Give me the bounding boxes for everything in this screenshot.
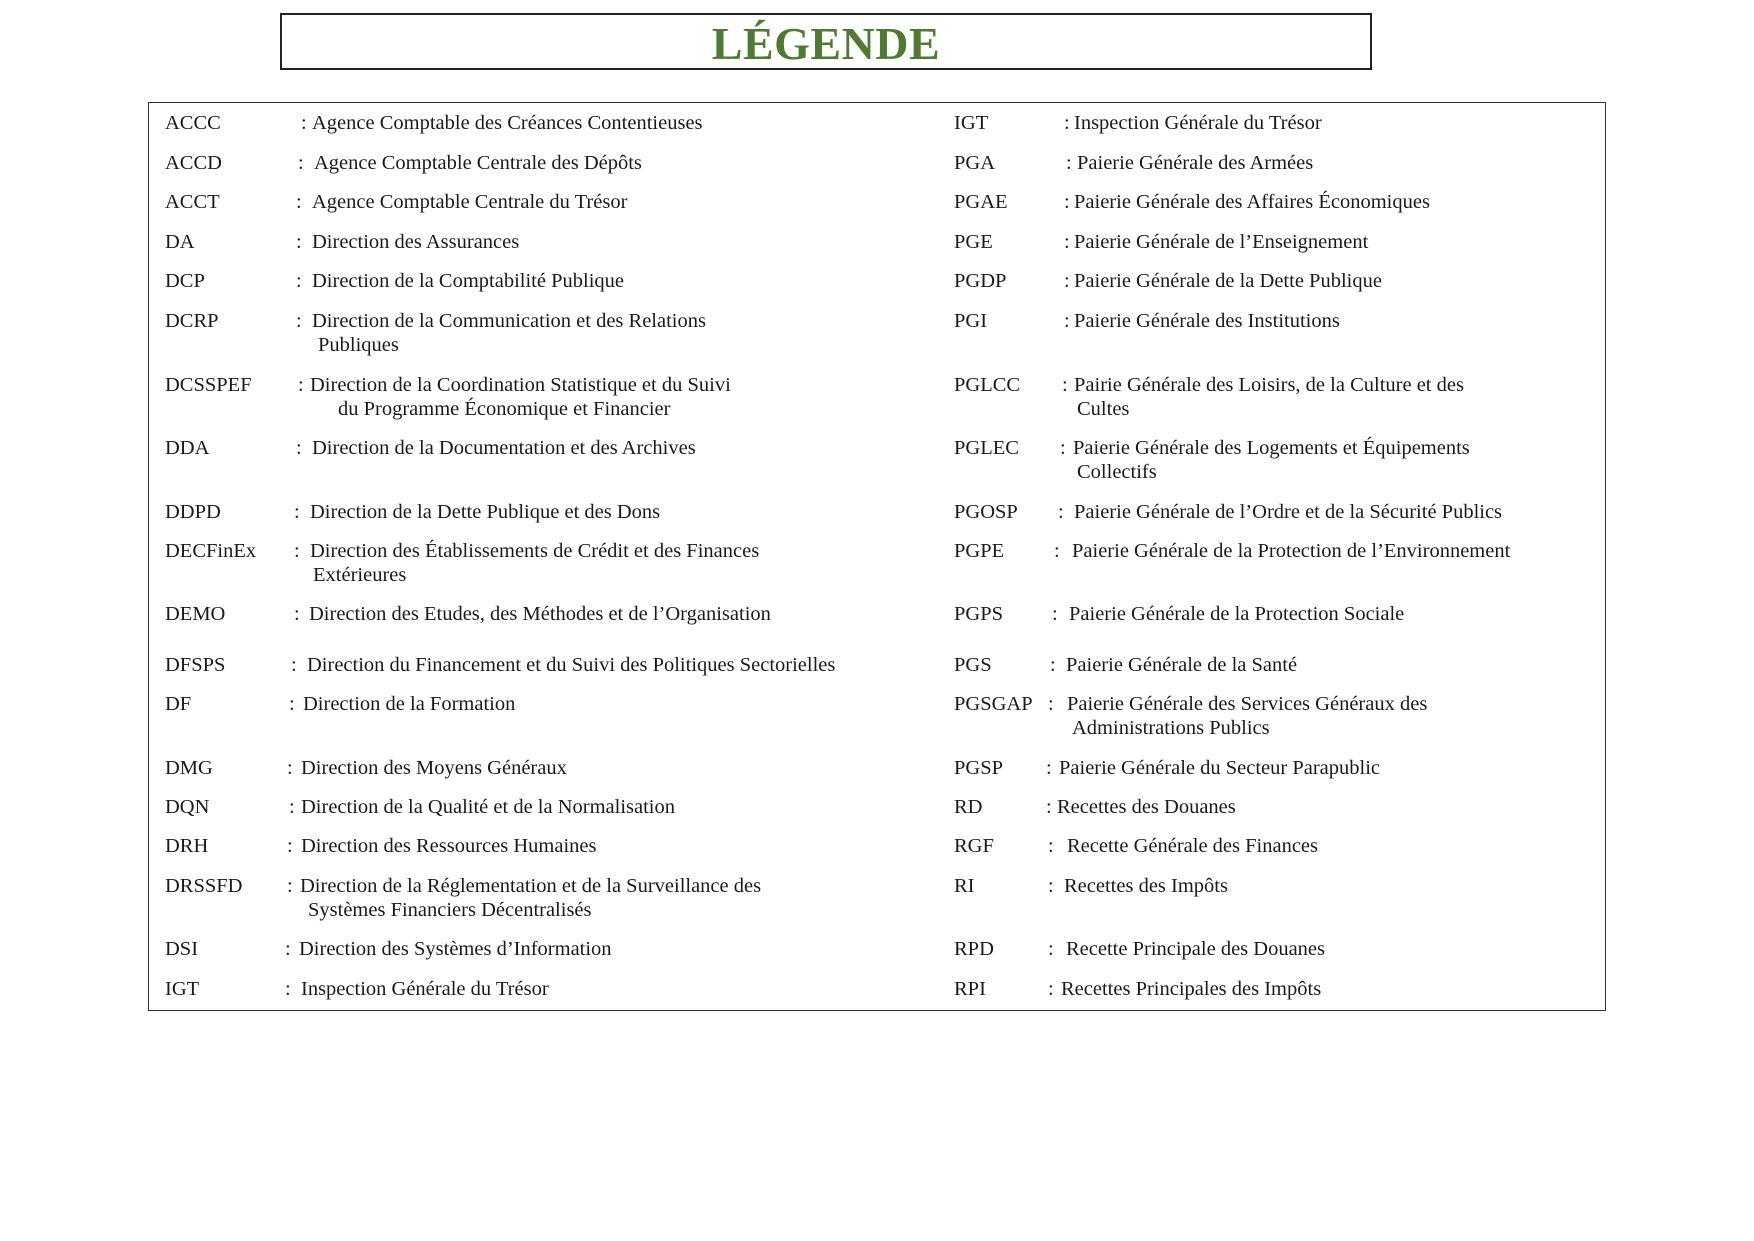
legend-separator: : bbox=[1048, 978, 1054, 1000]
legend-definition-line: Paierie Générale de la Dette Publique bbox=[1074, 270, 1382, 292]
legend-separator: : bbox=[289, 693, 295, 715]
legend-separator: : bbox=[1046, 757, 1052, 779]
legend-definition-line: Direction des Moyens Généraux bbox=[301, 757, 567, 779]
legend-abbreviation: PGAE bbox=[954, 191, 1008, 213]
legend-definition-line: Direction de la Communication et des Relations bbox=[312, 310, 706, 332]
legend-abbreviation: DRH bbox=[165, 835, 209, 857]
legend-definition-line: Paierie Générale des Services Généraux des bbox=[1067, 693, 1428, 715]
legend-separator: : bbox=[1054, 540, 1060, 562]
legend-definition-line: Direction de la Dette Publique et des Dons bbox=[310, 501, 661, 523]
legend-separator: : bbox=[1064, 270, 1070, 292]
legend-abbreviation: RI bbox=[954, 875, 975, 897]
legend-definition bbox=[314, 151, 642, 175]
legend-abbreviation: DMG bbox=[165, 757, 213, 779]
legend-separator: : bbox=[298, 152, 304, 174]
legend-definition-line: Direction de la Qualité et de la Normalisation bbox=[301, 796, 675, 818]
legend-separator: : bbox=[289, 796, 295, 818]
legend-definition-line: Paierie Générale de la Protection Sociale bbox=[1069, 603, 1405, 625]
legend-separator: : bbox=[287, 835, 293, 857]
legend-definition bbox=[1069, 602, 1404, 626]
legend-definition bbox=[1067, 834, 1318, 858]
legend-definition-line: Agence Comptable des Créances Contentieuses bbox=[312, 112, 703, 134]
legend-definition bbox=[1074, 373, 1464, 421]
legend-separator: : bbox=[298, 374, 304, 396]
legend-definition-line: Inspection Générale du Trésor bbox=[1074, 112, 1322, 134]
legend-abbreviation: PGSP bbox=[954, 757, 1004, 779]
legend-definition bbox=[1077, 151, 1313, 175]
legend-separator: : bbox=[291, 654, 297, 676]
legend-abbreviation: PGE bbox=[954, 231, 993, 253]
legend-definition-line: Recettes Principales des Impôts bbox=[1061, 978, 1322, 1000]
legend-abbreviation: DCP bbox=[165, 270, 205, 292]
page-title: LÉGENDE bbox=[711, 17, 941, 69]
legend-abbreviation: DF bbox=[165, 693, 192, 715]
legend-separator: : bbox=[296, 310, 302, 332]
legend-abbreviation: DDPD bbox=[165, 501, 221, 523]
legend-separator: : bbox=[1066, 152, 1072, 174]
legend-definition bbox=[312, 111, 703, 135]
legend-abbreviation: PGI bbox=[954, 310, 988, 332]
legend-definition bbox=[1059, 756, 1380, 780]
legend-definition-line: Paierie Générale des Affaires Économiques bbox=[1074, 191, 1430, 213]
legend-abbreviation: DEMO bbox=[165, 603, 226, 625]
legend-separator: : bbox=[1048, 938, 1054, 960]
legend-abbreviation: DRSSFD bbox=[165, 875, 243, 897]
legend-abbreviation: PGLCC bbox=[954, 374, 1021, 396]
legend-definition-line: Direction de la Formation bbox=[303, 693, 516, 715]
legend-separator: : bbox=[296, 231, 302, 253]
legend-definition-line: Agence Comptable Centrale des Dépôts bbox=[314, 152, 642, 174]
legend-definition bbox=[1074, 500, 1502, 524]
legend-definition bbox=[1074, 309, 1340, 333]
legend-definition-line: Paierie Générale de la Santé bbox=[1066, 654, 1298, 676]
legend-definition-line: Direction des Etudes, des Méthodes et de l’Organisation bbox=[309, 603, 771, 625]
legend-definition-line: Paierie Générale de la Protection de l’Environnement bbox=[1072, 540, 1511, 562]
legend-definition-line: Recettes des Impôts bbox=[1064, 875, 1228, 897]
legend-separator: : bbox=[301, 112, 307, 134]
legend-definition bbox=[1064, 874, 1228, 898]
legend-definition bbox=[1074, 269, 1382, 293]
legend-separator: : bbox=[1050, 654, 1056, 676]
legend-abbreviation: RGF bbox=[954, 835, 994, 857]
legend-definition bbox=[303, 692, 515, 716]
legend-definition-line: Direction des Établissements de Crédit et des Finances bbox=[310, 540, 760, 562]
legend-definition-line: Paierie Générale de l’Enseignement bbox=[1074, 231, 1369, 253]
legend-definition bbox=[310, 373, 731, 421]
legend-definition bbox=[1072, 539, 1510, 563]
legend-definition bbox=[1073, 436, 1470, 484]
legend-definition bbox=[310, 539, 759, 587]
legend-definition bbox=[1074, 230, 1368, 254]
legend-definition-line: Recette Principale des Douanes bbox=[1066, 938, 1326, 960]
legend-abbreviation: DA bbox=[165, 231, 195, 253]
legend-definition bbox=[1066, 937, 1325, 961]
legend-abbreviation: IGT bbox=[165, 978, 200, 1000]
legend-definition bbox=[1061, 977, 1321, 1001]
legend-definition-line: Publiques bbox=[318, 334, 399, 356]
legend-abbreviation: DDA bbox=[165, 437, 210, 459]
legend-separator: : bbox=[1064, 112, 1070, 134]
legend-definition bbox=[312, 269, 624, 293]
legend-definition-line: Inspection Générale du Trésor bbox=[301, 978, 549, 1000]
legend-separator: : bbox=[287, 757, 293, 779]
legend-definition bbox=[312, 230, 519, 254]
legend-definition-line: Paierie Générale de l’Ordre et de la Sécurité Publics bbox=[1074, 501, 1503, 523]
legend-definition-line: Recette Générale des Finances bbox=[1067, 835, 1319, 857]
legend-definition-line: Agence Comptable Centrale du Trésor bbox=[312, 191, 628, 213]
legend-definition bbox=[300, 874, 761, 922]
legend-abbreviation: DFSPS bbox=[165, 654, 226, 676]
legend-separator: : bbox=[294, 603, 300, 625]
legend-definition-line: Paierie Générale des Institutions bbox=[1074, 310, 1340, 332]
legend-definition bbox=[307, 653, 835, 677]
legend-definition-line: Direction de la Comptabilité Publique bbox=[312, 270, 624, 292]
legend-abbreviation: PGS bbox=[954, 654, 992, 676]
legend-definition-line: Paierie Générale des Armées bbox=[1077, 152, 1314, 174]
legend-definition bbox=[1067, 692, 1427, 740]
legend-abbreviation: RD bbox=[954, 796, 983, 818]
legend-definition-line: Systèmes Financiers Décentralisés bbox=[308, 899, 592, 921]
legend-abbreviation: PGDP bbox=[954, 270, 1007, 292]
legend-definition-line: Collectifs bbox=[1077, 461, 1157, 483]
legend-separator: : bbox=[1048, 835, 1054, 857]
legend-definition bbox=[301, 977, 549, 1001]
legend-separator: : bbox=[294, 540, 300, 562]
legend-separator: : bbox=[285, 978, 291, 1000]
legend-definition-line: Cultes bbox=[1077, 398, 1130, 420]
legend-separator: : bbox=[296, 437, 302, 459]
legend-definition-line: Administrations Publics bbox=[1072, 717, 1270, 739]
legend-abbreviation: DECFinEx bbox=[165, 540, 257, 562]
legend-definition-line: Direction de la Documentation et des Archives bbox=[312, 437, 696, 459]
legend-separator: : bbox=[296, 270, 302, 292]
legend-definition bbox=[1066, 653, 1297, 677]
legend-abbreviation: DCRP bbox=[165, 310, 219, 332]
legend-abbreviation: PGSGAP bbox=[954, 693, 1033, 715]
legend-definition-line: Direction des Ressources Humaines bbox=[301, 835, 597, 857]
legend-separator: : bbox=[1064, 310, 1070, 332]
legend-abbreviation: DQN bbox=[165, 796, 210, 818]
legend-abbreviation: DSI bbox=[165, 938, 199, 960]
legend-abbreviation: PGA bbox=[954, 152, 996, 174]
legend-abbreviation: DCSSPEF bbox=[165, 374, 252, 396]
legend-separator: : bbox=[294, 501, 300, 523]
legend-separator: : bbox=[1062, 374, 1068, 396]
legend-definition bbox=[299, 937, 612, 961]
legend-definition bbox=[301, 834, 596, 858]
legend-definition-line: Direction de la Coordination Statistique et du Suivi bbox=[310, 374, 731, 396]
legend-abbreviation: PGOSP bbox=[954, 501, 1018, 523]
legend-abbreviation: RPD bbox=[954, 938, 994, 960]
legend-table bbox=[148, 102, 1606, 1011]
legend-separator: : bbox=[1060, 437, 1066, 459]
legend-definition bbox=[1074, 111, 1322, 135]
legend-definition bbox=[309, 602, 771, 626]
legend-separator: : bbox=[287, 875, 293, 897]
legend-definition bbox=[312, 190, 627, 214]
legend-separator: : bbox=[1064, 231, 1070, 253]
legend-separator: : bbox=[1052, 603, 1058, 625]
legend-definition bbox=[1057, 795, 1236, 819]
legend-definition-line: Direction du Financement et du Suivi des Politiques Sectorielles bbox=[307, 654, 836, 676]
legend-definition-line: Paierie Générale des Logements et Équipements bbox=[1073, 437, 1470, 459]
legend-definition bbox=[301, 756, 567, 780]
legend-abbreviation: ACCC bbox=[165, 112, 221, 134]
legend-definition-line: Direction des Systèmes d’Information bbox=[299, 938, 612, 960]
legend-abbreviation: PGLEC bbox=[954, 437, 1019, 459]
legend-separator: : bbox=[1048, 693, 1054, 715]
legend-definition-line: Extérieures bbox=[313, 564, 407, 586]
legend-abbreviation: ACCT bbox=[165, 191, 220, 213]
legend-separator: : bbox=[1048, 875, 1054, 897]
legend-definition bbox=[312, 436, 696, 460]
legend-definition bbox=[310, 500, 660, 524]
legend-separator: : bbox=[1046, 796, 1052, 818]
legend-definition bbox=[301, 795, 675, 819]
legend-separator: : bbox=[285, 938, 291, 960]
legend-abbreviation: RPI bbox=[954, 978, 986, 1000]
legend-separator: : bbox=[1064, 191, 1070, 213]
legend-separator: : bbox=[296, 191, 302, 213]
legend-abbreviation: ACCD bbox=[165, 152, 222, 174]
legend-definition bbox=[312, 309, 706, 357]
legend-abbreviation: IGT bbox=[954, 112, 989, 134]
legend-abbreviation: PGPS bbox=[954, 603, 1004, 625]
legend-definition-line: Recettes des Douanes bbox=[1057, 796, 1236, 818]
legend-definition bbox=[1074, 190, 1430, 214]
title-box bbox=[280, 13, 1372, 70]
legend-abbreviation: PGPE bbox=[954, 540, 1005, 562]
legend-definition-line: Direction de la Réglementation et de la Surveillance des bbox=[300, 875, 762, 897]
legend-definition-line: du Programme Économique et Financier bbox=[338, 398, 671, 420]
legend-definition-line: Paierie Générale du Secteur Parapublic bbox=[1059, 757, 1381, 779]
legend-definition-line: Direction des Assurances bbox=[312, 231, 520, 253]
legend-definition-line: Pairie Générale des Loisirs, de la Culture et des bbox=[1074, 374, 1464, 396]
legend-separator: : bbox=[1058, 501, 1064, 523]
